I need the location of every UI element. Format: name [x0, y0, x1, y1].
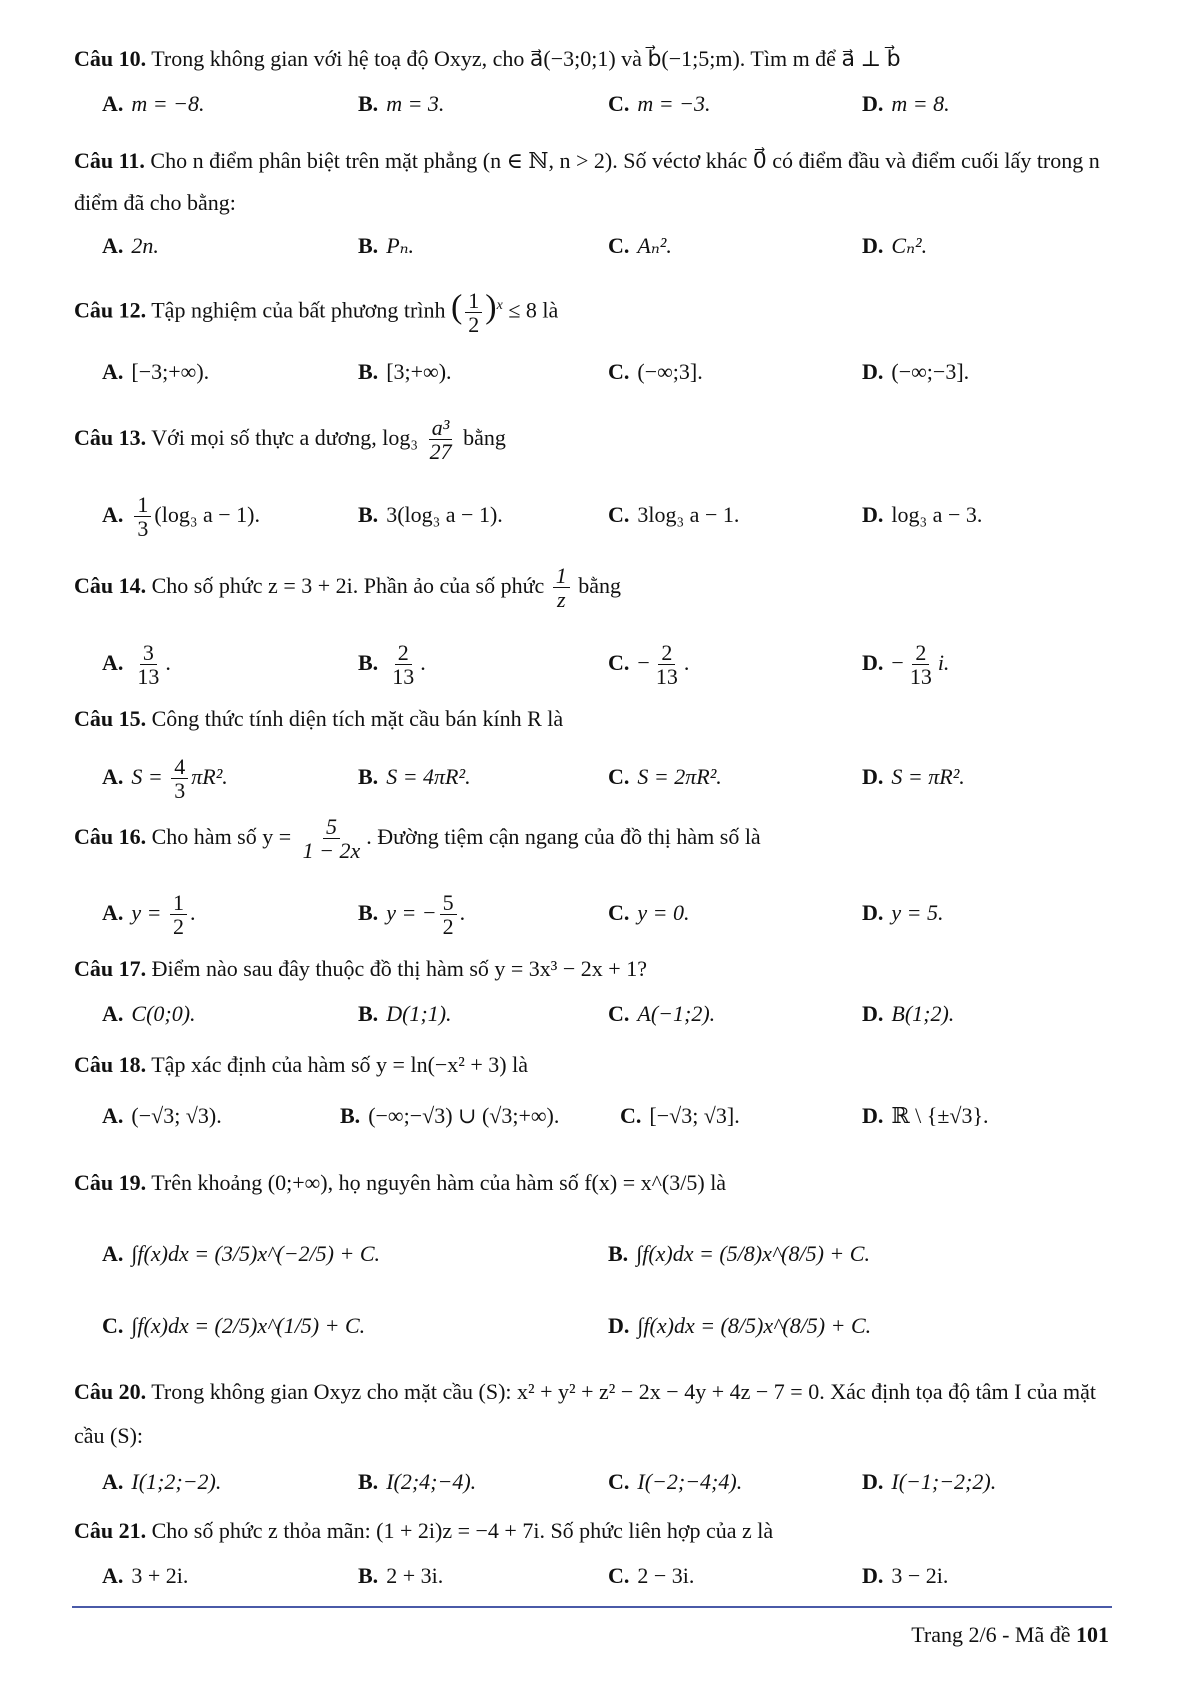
- options-row-13: [0, 490, 1185, 540]
- fraction: $\frac{1}{z}$: [553, 564, 570, 611]
- option-c: C. [−√3; √3].: [620, 1103, 740, 1128]
- question-12: Câu 12. Tập nghiệm của bất phương trình ( $\frac{1}{2}$ )$^x$ ≤ 8 là: [74, 287, 559, 337]
- option-b: B. S = 4πR².: [358, 764, 471, 789]
- options-row-18: [0, 1096, 1185, 1136]
- options-row-12: [0, 352, 1185, 392]
- question-text: Cho số phức z thỏa mãn: (1 + 2i)z = −4 + 7i. Số phức liên hợp của z là: [151, 1518, 774, 1543]
- question-18: Câu 18. Tập xác định của hàm số y = ln(−x² + 3) là: [74, 1052, 529, 1077]
- fraction: $\frac{1}{2}$: [465, 289, 482, 336]
- option-b: B. [3;+∞).: [358, 359, 452, 384]
- question-13: Câu 13. Với mọi số thực a dương, log₃ $\frac{\text{a³}}{27}$ bằng: [74, 415, 506, 465]
- fraction: $\frac{5}{1 - 2x}$: [302, 814, 361, 864]
- question-11: Câu 11. Cho n điểm phân biệt trên mặt phẳng (n ∈ ℕ, n > 2). Số véctơ khác 0⃗ có điểm đầu và điểm cuối lấy trong n điểm đã cho bằng:: [74, 148, 1100, 215]
- option-a: A. ∫f(x)dx = (3/5)x^(−2/5) + C.: [102, 1241, 380, 1266]
- option-d: D. B(1;2).: [862, 1001, 955, 1026]
- option-d: D. y = 5.: [862, 900, 944, 925]
- option-a: A. [−3;+∞).: [102, 359, 210, 384]
- options-row-11: [0, 226, 1185, 266]
- option-b: B. Pₙ.: [358, 233, 415, 258]
- fraction: $\frac{5}{2}$: [440, 891, 457, 938]
- option-d: D. (−∞;−3].: [862, 359, 970, 384]
- page-footer: [911, 1622, 1109, 1648]
- question-21: Câu 21. Cho số phức z thỏa mãn: (1 + 2i)z = −4 + 7i. Số phức liên hợp của z là: [74, 1518, 774, 1543]
- question-text: Cho n điểm phân biệt trên mặt phẳng (n ∈ ℕ, n > 2). Số véctơ khác 0⃗ có điểm đầu và điểm cuối lấy trong n điểm đã cho bằng:: [74, 148, 1100, 215]
- fraction: $\frac{2}{13}$: [392, 640, 415, 690]
- option-d: D. log₃ a − 3.: [862, 502, 983, 527]
- option-d: D. S = πR².: [862, 764, 965, 789]
- option-a: A. y = $\frac{1}{2}$ .: [102, 890, 196, 940]
- options-row-19a: [0, 1234, 1185, 1274]
- option-d: D. Cₙ².: [862, 233, 928, 258]
- option-b: B. m = 3.: [358, 91, 445, 116]
- option-b: B. 3(log₃ a − 1).: [358, 502, 503, 527]
- option-a: A. (−√3; √3).: [102, 1103, 222, 1128]
- option-c: C. Aₙ².: [608, 233, 672, 258]
- question-17: Câu 17. Điểm nào sau đây thuộc đồ thị hàm số y = 3x³ − 2x + 1?: [74, 956, 647, 981]
- exam-code: 101: [1076, 1622, 1109, 1647]
- options-row-19b: [0, 1306, 1185, 1346]
- option-b: B. ∫f(x)dx = (5/8)x^(8/5) + C.: [608, 1241, 870, 1266]
- fraction: $\frac{2}{13}$: [909, 640, 932, 690]
- option-d: D. I(−1;−2;2).: [862, 1469, 997, 1494]
- option-c: C. m = −3.: [608, 91, 711, 116]
- question-text: Trong không gian Oxyz cho mặt cầu (S): x² + y² + z² − 2x − 4y + 4z − 7 = 0. Xác định tọa độ tâm I của mặt cầu (S):: [74, 1379, 1096, 1448]
- option-b: B. 2 + 3i.: [358, 1563, 444, 1588]
- question-text: Tập xác định của hàm số y = ln(−x² + 3) là: [151, 1052, 529, 1077]
- option-c: C. − $\frac{2}{13}$ .: [608, 640, 690, 690]
- fraction: $\frac{4}{3}$: [171, 755, 188, 802]
- option-c: C. A(−1;2).: [608, 1001, 716, 1026]
- option-d: D. 3 − 2i.: [862, 1563, 949, 1588]
- question-text: Công thức tính diện tích mặt cầu bán kính R là: [151, 706, 564, 731]
- question-number: Câu 10.: [74, 46, 147, 71]
- option-a: A. $\frac{1}{3}$ (log₃ a − 1).: [102, 492, 260, 542]
- option-a: A. C(0;0).: [102, 1001, 196, 1026]
- fraction: $\frac{1}{3}$: [134, 493, 151, 540]
- fraction: $\frac{1}{2}$: [170, 891, 187, 938]
- option-a: A. 2n.: [102, 233, 159, 258]
- options-row-15: [0, 752, 1185, 802]
- question-15: Câu 15. Công thức tính diện tích mặt cầu bán kính R là: [74, 706, 564, 731]
- option-d: D. ℝ \ {±√3}.: [862, 1103, 989, 1128]
- option-a: A. 3 + 2i.: [102, 1563, 189, 1588]
- option-b: B. D(1;1).: [358, 1001, 452, 1026]
- question-20: Câu 20. Trong không gian Oxyz cho mặt cầu (S): x² + y² + z² − 2x − 4y + 4z − 7 = 0. Xác định tọa độ tâm I của mặt cầu (S):: [74, 1379, 1096, 1448]
- question-10: [74, 44, 1114, 74]
- option-d: D. ∫f(x)dx = (8/5)x^(8/5) + C.: [608, 1313, 872, 1338]
- options-row-17: [0, 994, 1185, 1034]
- question-text: Trong không gian với hệ toạ độ Oxyz, cho a⃗(−3;0;1) và b⃗(−1;5;m). Tìm m để a⃗ ⊥ b⃗: [151, 46, 901, 71]
- question-text: Tập nghiệm của bất phương trình: [151, 297, 446, 323]
- option-d: D. − $\frac{2}{13}$ i.: [862, 640, 950, 690]
- option-d: D. m = 8.: [862, 91, 950, 116]
- footer-text: Trang 2/6 - Mã đề: [911, 1622, 1071, 1647]
- option-a: A. m = −8.: [102, 91, 205, 116]
- option-c: C. (−∞;3].: [608, 359, 703, 384]
- option-c: C. I(−2;−4;4).: [608, 1469, 743, 1494]
- question-text: Trên khoảng (0;+∞), họ nguyên hàm của hàm số f(x) = x^(3/5) là: [151, 1170, 727, 1195]
- option-a: A. S = $\frac{4}{3}$ πR².: [102, 754, 228, 804]
- question-text: Điểm nào sau đây thuộc đồ thị hàm số y = 3x³ − 2x + 1?: [151, 956, 647, 981]
- option-b: B. (−∞;−√3) ∪ (√3;+∞).: [340, 1103, 560, 1128]
- question-text: Cho số phức z = 3 + 2i. Phần ảo của số phức: [151, 573, 545, 598]
- option-c: C. S = 2πR².: [608, 764, 722, 789]
- fraction: $\frac{3}{13}$: [137, 640, 160, 690]
- question-text: Cho hàm số y =: [151, 824, 292, 849]
- option-c: C. 2 − 3i.: [608, 1563, 695, 1588]
- question-16: Câu 16. Cho hàm số y = $\frac{5}{1 - 2x}$ . Đường tiệm cận ngang của đồ thị hàm số là: [74, 814, 761, 864]
- options-row-16: [0, 888, 1185, 938]
- option-b: B. $\frac{2}{13}$ .: [358, 640, 426, 690]
- options-row-20: [0, 1462, 1185, 1502]
- option-a: A. I(1;2;−2).: [102, 1469, 222, 1494]
- option-c: C. 3log₃ a − 1.: [608, 502, 740, 527]
- option-c: C. y = 0.: [608, 900, 690, 925]
- footer-divider: [72, 1606, 1112, 1608]
- question-14: Câu 14. Cho số phức z = 3 + 2i. Phần ảo của số phức $\frac{1}{z}$ bằng: [74, 563, 622, 613]
- fraction: $\frac{\text{a³}}{27}$: [429, 415, 452, 465]
- fraction: $\frac{2}{13}$: [655, 640, 678, 690]
- options-row-21: [0, 1556, 1185, 1596]
- options-row-14: [0, 638, 1185, 688]
- question-19: Câu 19. Trên khoảng (0;+∞), họ nguyên hàm của hàm số f(x) = x^(3/5) là: [74, 1170, 727, 1195]
- option-b: B. y = − $\frac{5}{2}$ .: [358, 890, 466, 940]
- option-a: A. $\frac{3}{13}$ .: [102, 640, 171, 690]
- question-text: Với mọi số thực a dương, log₃: [151, 425, 419, 450]
- option-b: B. I(2;4;−4).: [358, 1469, 477, 1494]
- options-row-10: [0, 84, 1185, 124]
- option-c: C. ∫f(x)dx = (2/5)x^(1/5) + C.: [102, 1313, 366, 1338]
